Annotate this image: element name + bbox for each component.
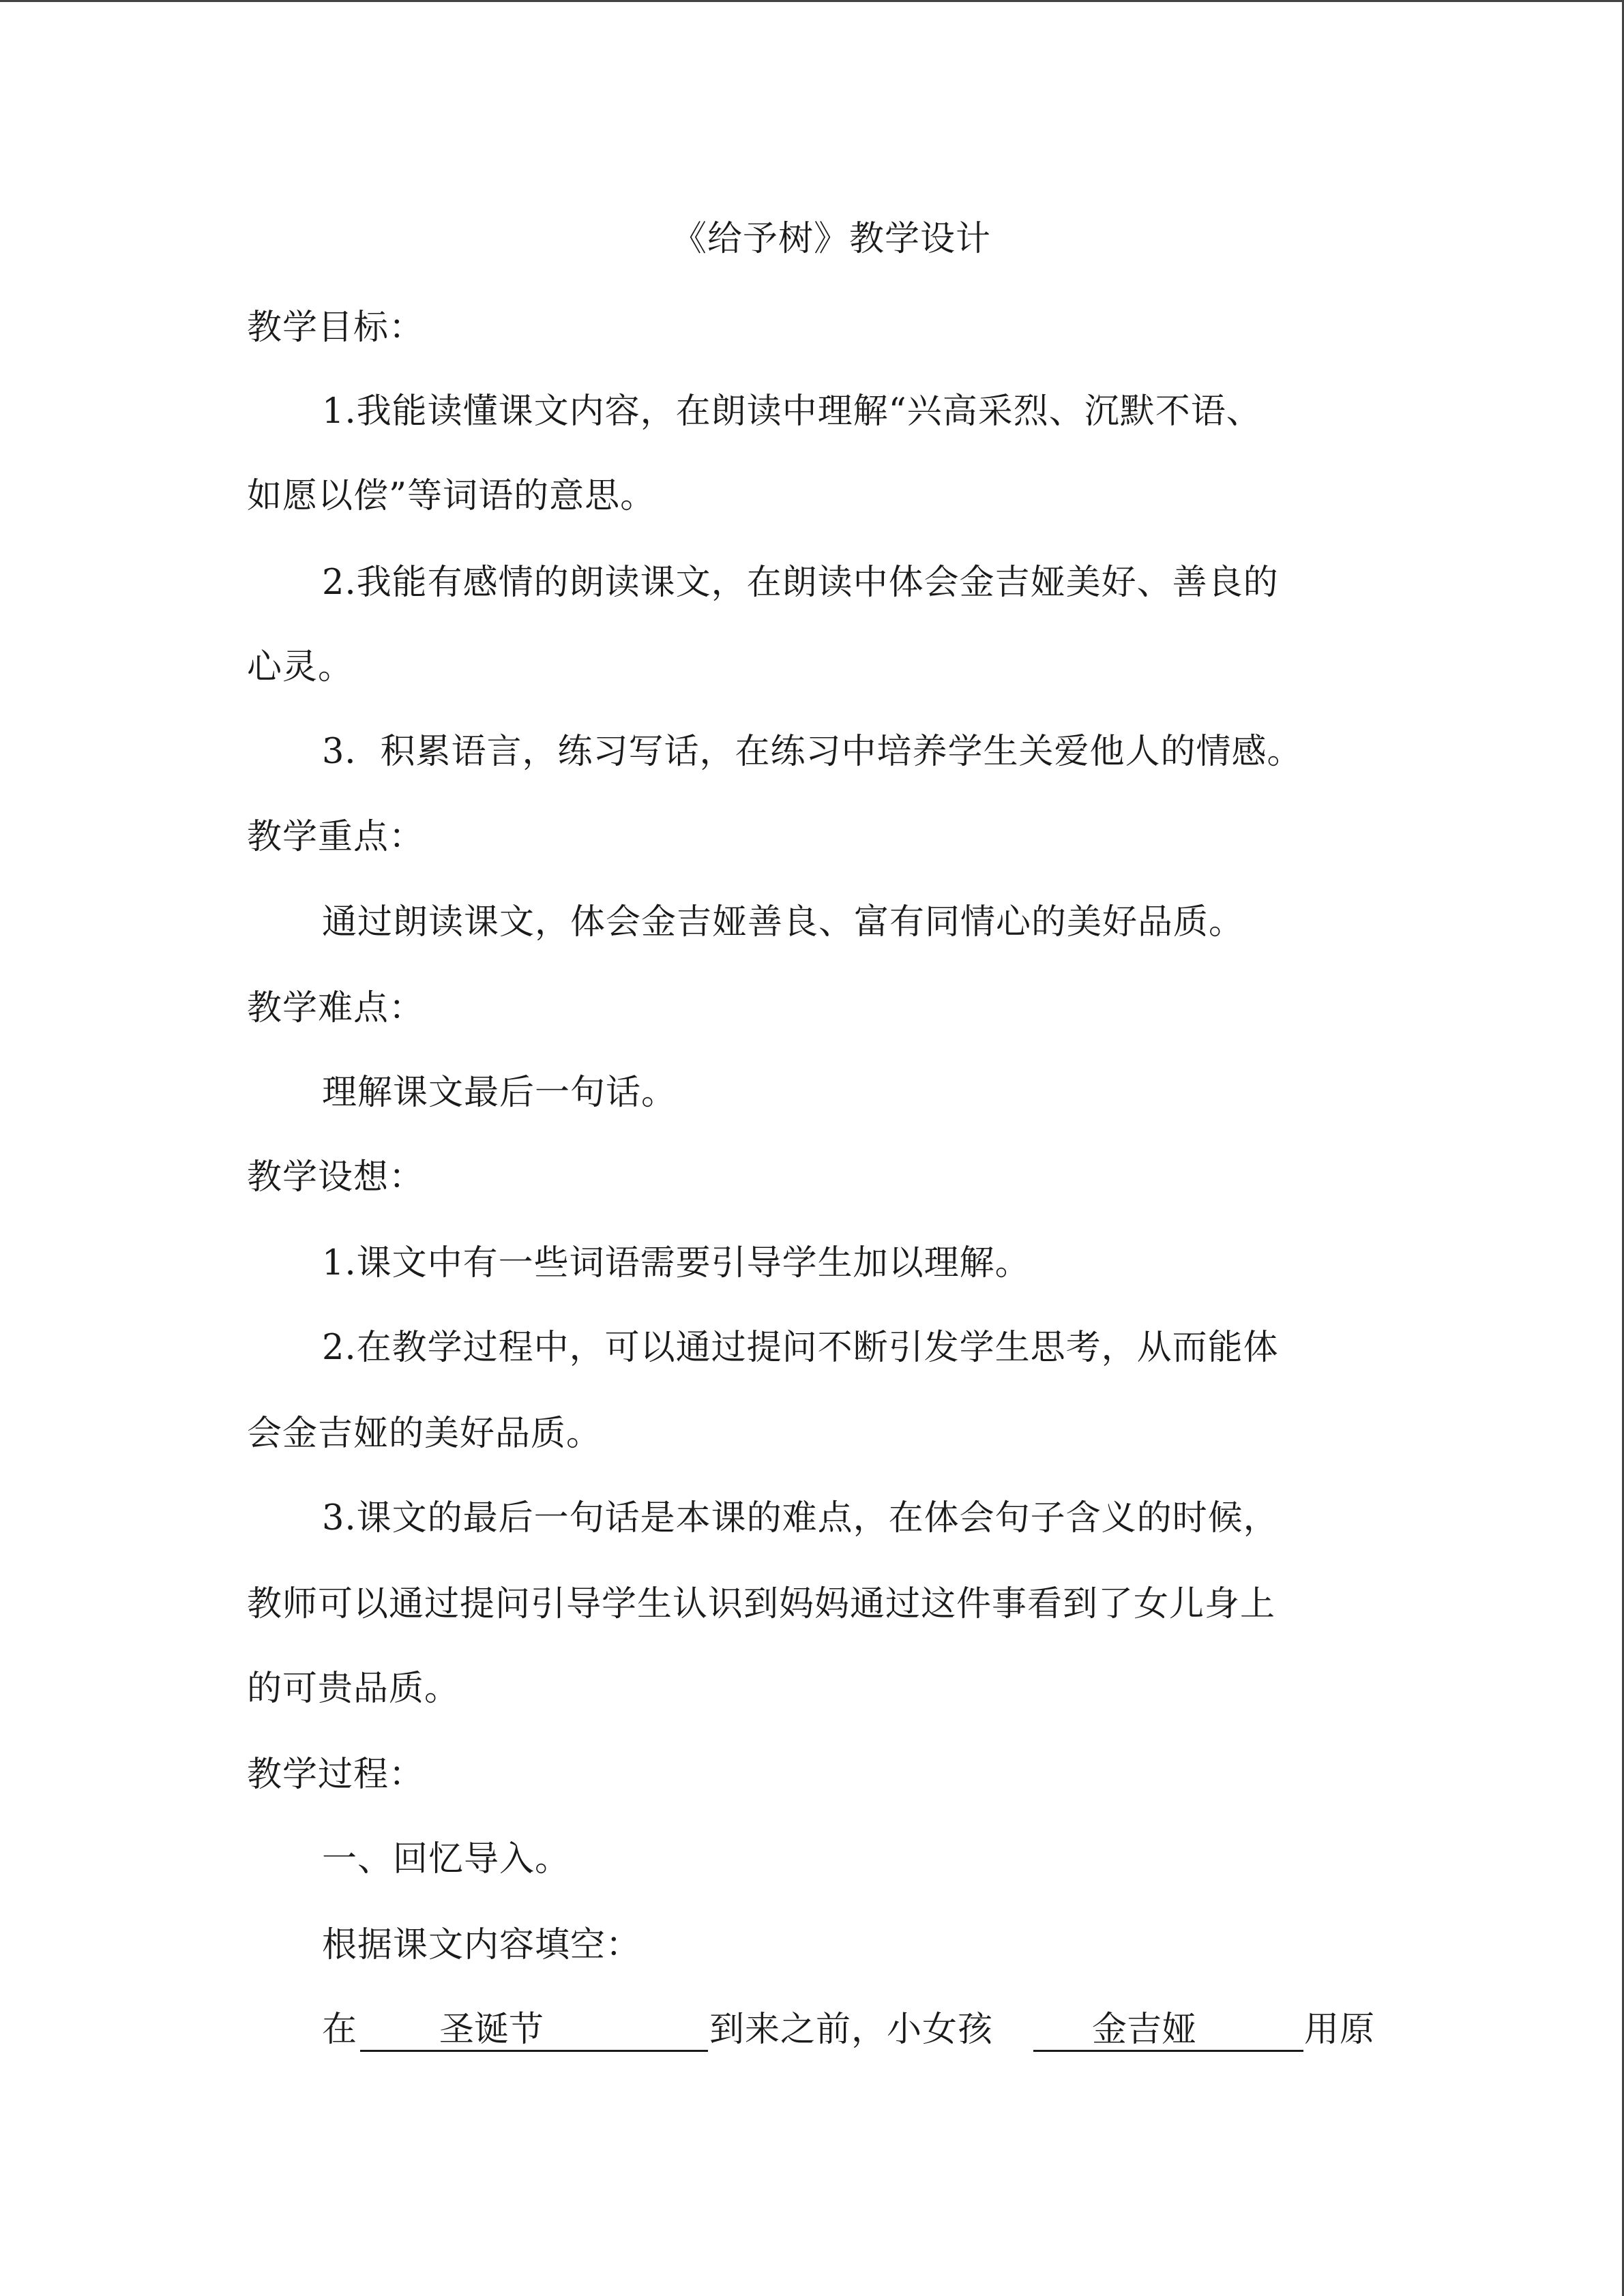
difficulty-heading: 教学难点： [247,988,425,1028]
fill-suffix: 用原 [1304,2010,1376,2050]
fill-blank-2-answer: 金吉娅 [1092,2010,1197,2050]
design-3-line-1: 3.课文的最后一句话是本课的难点，在体会句子含义的时候， [322,1498,1279,1538]
design-3-line-3: 的可贵品质。 [247,1669,460,1709]
fill-blank-1-answer: 圣诞节 [439,2010,544,2050]
key-point-heading: 教学重点： [247,817,425,857]
design-3-line-2: 教师可以通过提问引导学生认识到妈妈通过这件事看到了女儿身上 [247,1584,1276,1624]
objective-2-line-2: 心灵。 [247,647,354,687]
step-1: 一、回忆导入。 [322,1839,571,1879]
design-1: 1.课文中有一些词语需要引导学生加以理解。 [322,1243,1031,1283]
fill-prefix: 在 [322,2010,358,2050]
key-point-text: 通过朗读课文，体会金吉娅善良、富有同情心的美好品质。 [322,902,1245,942]
objective-1-line-1: 1.我能读懂课文内容，在朗读中理解“兴高采烈、沉默不语、 [322,391,1262,432]
design-2-line-1: 2.在教学过程中，可以通过提问不断引发学生思考，从而能体 [322,1328,1279,1368]
fill-blank-2[interactable] [1033,2010,1303,2052]
objective-2-line-1: 2.我能有感情的朗读课文，在朗读中体会金吉娅美好、善良的 [322,563,1279,603]
design-2-line-2: 会金吉娅的美好品质。 [247,1414,602,1454]
fill-middle: 到来之前，小女孩 [709,2010,994,2050]
design-heading: 教学设想： [247,1157,425,1197]
fill-blank-1[interactable] [360,2010,708,2052]
fill-instruction: 根据课文内容填空： [322,1925,642,1965]
difficulty-text: 理解课文最后一句话。 [322,1073,677,1113]
document-title: 《给予树》教学设计 [672,219,992,259]
objective-1-line-2: 如愿以偿”等词语的意思。 [247,476,656,516]
objective-3: 3．积累语言，练习写话，在练习中培养学生关爱他人的情感。 [322,732,1303,772]
process-heading: 教学过程： [247,1755,425,1795]
objectives-heading: 教学目标： [247,308,425,348]
